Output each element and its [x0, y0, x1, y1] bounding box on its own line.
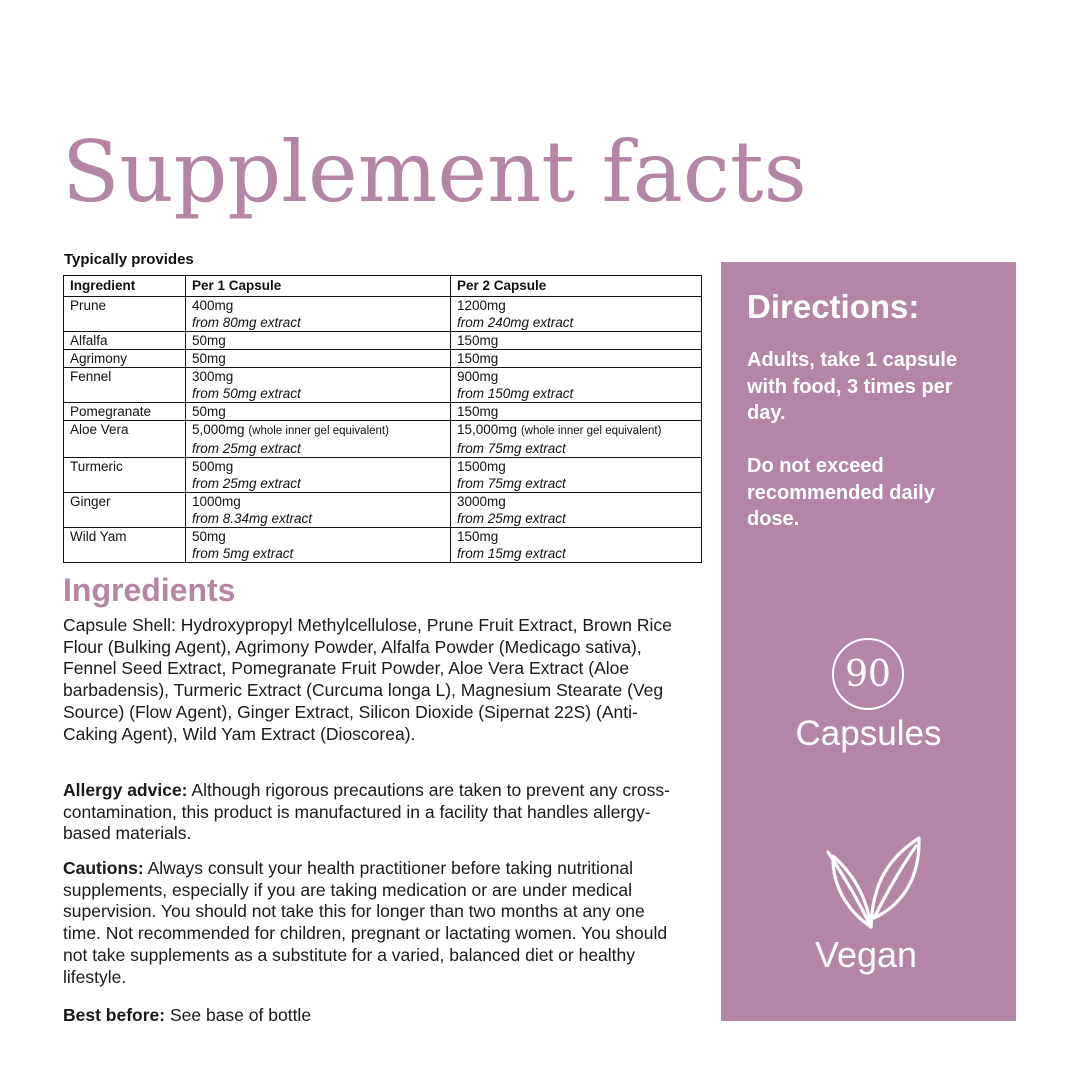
amount-value: 500mg — [192, 459, 234, 474]
ingredients-text: Capsule Shell: Hydroxypropyl Methylcellulose, Prune Fruit Extract, Brown Rice Flour (Bulking Agent), Agrimony Powder, Alfalfa Powder (Medicago sativa), Fennel Seed Extract, Pomegranate Fruit Powder, Aloe Vera Extract (Aloe barbadensis), Turmeric Extract (Curcuma longa L), Magnesium Stearate (Veg Source) (Flow Agent), Ginger Extract, Silicon Dioxide (Sipernat 22S) (Anti-Caking Agent), Wild Yam Extract (Dioscorea). — [63, 615, 672, 744]
amount-note: (whole inner gel equivalent) — [248, 425, 389, 437]
capsule-count-badge: 90 — [832, 638, 904, 710]
directions-panel — [721, 262, 1016, 1021]
amount-line — [457, 458, 695, 475]
ingredient-name: Aloe Vera — [64, 421, 186, 458]
extract-note: from 25mg extract — [192, 476, 301, 491]
amount-line — [457, 493, 695, 510]
amount-value: 50mg — [192, 529, 226, 544]
amount-line — [192, 458, 444, 475]
column-header-per-2-capsule: Per 2 Capsule — [451, 276, 702, 297]
per-1-capsule-cell — [186, 332, 451, 350]
amount-line — [457, 368, 695, 385]
per-2-capsule-cell — [451, 332, 702, 350]
column-header-per-1-capsule: Per 1 Capsule — [186, 276, 451, 297]
ingredient-name: Agrimony — [64, 350, 186, 368]
per-2-capsule-cell — [451, 493, 702, 528]
extract-note: from 240mg extract — [457, 315, 574, 330]
vegan-label: Vegan — [814, 934, 918, 975]
amount-line — [457, 528, 695, 545]
amount-line — [457, 332, 695, 349]
extract-note: from 5mg extract — [192, 546, 294, 561]
extract-note: from 80mg extract — [192, 315, 301, 330]
dosage-warning: Do not exceed recommended daily dose. — [747, 455, 935, 530]
extract-note: from 8.34mg extract — [192, 511, 313, 526]
table-header-row — [64, 276, 702, 297]
amount-line — [457, 350, 695, 367]
per-1-capsule-cell — [186, 297, 451, 332]
extract-note: from 150mg extract — [457, 386, 574, 401]
supplement-facts-table — [63, 275, 702, 563]
table-row — [64, 493, 702, 528]
directions-heading: Directions: — [747, 288, 920, 325]
table-row — [64, 458, 702, 493]
amount-value: 300mg — [192, 369, 234, 384]
per-2-capsule-cell — [451, 368, 702, 403]
per-2-capsule-cell — [451, 528, 702, 563]
amount-value: 150mg — [457, 404, 499, 419]
amount-value: 50mg — [192, 351, 226, 366]
per-1-capsule-cell — [186, 458, 451, 493]
ingredient-name: Prune — [64, 297, 186, 332]
best-before-label: Best before: — [63, 1005, 166, 1025]
table-row — [64, 368, 702, 403]
ingredients-heading: Ingredients — [63, 572, 236, 608]
per-1-capsule-cell — [186, 368, 451, 403]
amount-value: 400mg — [192, 298, 234, 313]
ingredient-name: Fennel — [64, 368, 186, 403]
extract-note: from 75mg extract — [457, 441, 566, 456]
table-row — [64, 403, 702, 421]
per-2-capsule-cell — [451, 403, 702, 421]
best-before — [63, 1005, 683, 1027]
amount-value: 150mg — [457, 529, 499, 544]
allergy-advice-text: Although rigorous precautions are taken to prevent any cross-contamination, this product is manufactured in a facility that handles allergy-based materials. — [63, 780, 670, 844]
ingredient-name: Ginger — [64, 493, 186, 528]
amount-value: 50mg — [192, 404, 226, 419]
allergy-advice — [63, 780, 683, 845]
capsule-count-label: Capsules — [795, 714, 942, 753]
per-2-capsule-cell — [451, 458, 702, 493]
leaf-icon — [824, 834, 922, 930]
per-2-capsule-cell — [451, 297, 702, 332]
per-1-capsule-cell — [186, 421, 451, 458]
per-2-capsule-cell — [451, 421, 702, 458]
amount-line — [457, 421, 695, 440]
amount-value: 900mg — [457, 369, 499, 384]
amount-line — [192, 528, 444, 545]
table-row — [64, 297, 702, 332]
extract-note: from 25mg extract — [457, 511, 566, 526]
amount-value: 150mg — [457, 351, 499, 366]
per-1-capsule-cell — [186, 403, 451, 421]
best-before-text: See base of bottle — [165, 1005, 312, 1025]
per-1-capsule-cell — [186, 528, 451, 563]
extract-note: from 15mg extract — [457, 546, 566, 561]
cautions-text: Always consult your health practitioner before taking nutritional supplements, especially if you are taking medication or are under medical supervision. You should not take this for longer than two months at any one time. Not recommended for children, pregnant or lactating women. You should not take supplements as a substitute for a varied, balanced diet or healthy lifestyle. — [63, 858, 668, 987]
extract-note: from 25mg extract — [192, 441, 301, 456]
cautions — [63, 858, 683, 988]
amount-value: 1500mg — [457, 459, 506, 474]
amount-value: 5,000mg — [192, 422, 245, 437]
amount-value: 150mg — [457, 333, 499, 348]
page-title: Supplement facts — [62, 123, 807, 221]
amount-line — [192, 403, 444, 420]
amount-line — [192, 421, 444, 440]
amount-value: 3000mg — [457, 494, 506, 509]
amount-value: 1000mg — [192, 494, 241, 509]
ingredient-name: Wild Yam — [64, 528, 186, 563]
amount-line — [192, 297, 444, 314]
allergy-advice-label: Allergy advice: — [63, 780, 188, 800]
table-row — [64, 350, 702, 368]
ingredient-name: Turmeric — [64, 458, 186, 493]
amount-line — [192, 493, 444, 510]
column-header-ingredient: Ingredient — [64, 276, 186, 297]
table-row — [64, 421, 702, 458]
amount-value: 15,000mg — [457, 422, 518, 437]
table-row — [64, 332, 702, 350]
amount-value: 1200mg — [457, 298, 506, 313]
per-1-capsule-cell — [186, 493, 451, 528]
amount-value: 50mg — [192, 333, 226, 348]
extract-note: from 75mg extract — [457, 476, 566, 491]
per-2-capsule-cell — [451, 350, 702, 368]
amount-line — [192, 350, 444, 367]
amount-line — [192, 332, 444, 349]
extract-note: from 50mg extract — [192, 386, 301, 401]
amount-line — [457, 297, 695, 314]
ingredient-name: Pomegranate — [64, 403, 186, 421]
table-row — [64, 528, 702, 563]
amount-note: (whole inner gel equivalent) — [520, 425, 662, 437]
amount-line — [457, 403, 695, 420]
amount-line — [192, 368, 444, 385]
ingredient-name: Alfalfa — [64, 332, 186, 350]
per-1-capsule-cell — [186, 350, 451, 368]
typically-provides-label: Typically provides — [64, 251, 194, 268]
cautions-label: Cautions: — [63, 858, 144, 878]
directions-text: Adults, take 1 capsule with food, 3 times per day. — [747, 349, 958, 424]
